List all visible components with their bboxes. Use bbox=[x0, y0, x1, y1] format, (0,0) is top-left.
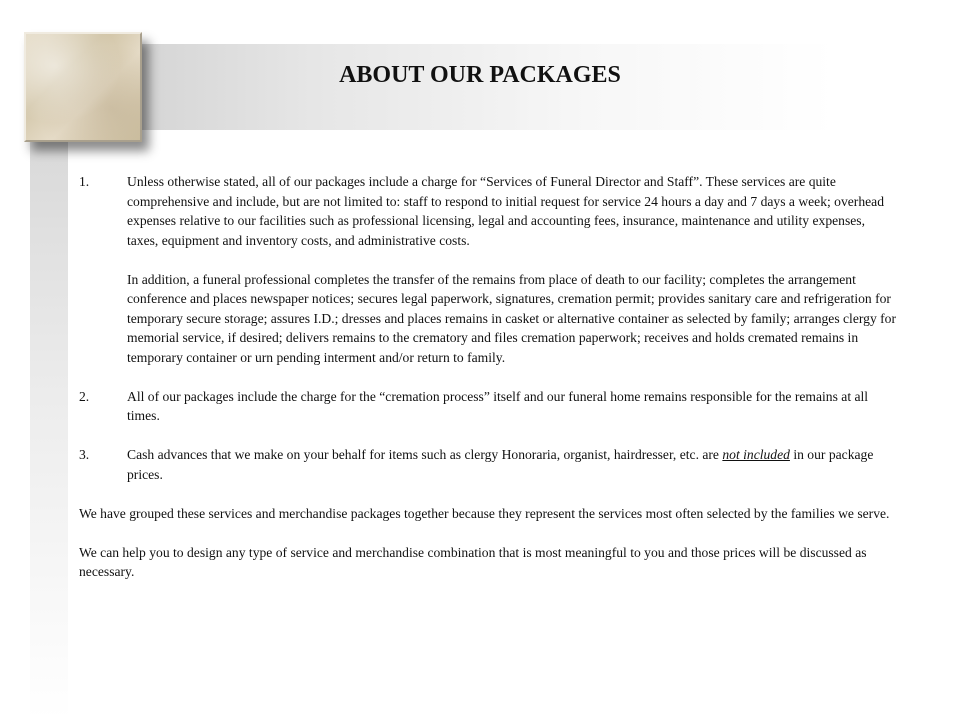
list-item bbox=[79, 445, 899, 484]
emphasis-text: not included bbox=[722, 447, 790, 462]
list-item-text: All of our packages include the charge for the “cremation process” itself and our funeral home remains responsible for the remains at all times. bbox=[127, 388, 869, 423]
list-item bbox=[79, 387, 899, 426]
list-item-body bbox=[127, 445, 899, 484]
page-title: ABOUT OUR PACKAGES bbox=[339, 62, 621, 88]
list-item-number: 2. bbox=[79, 388, 90, 404]
list-item-number: 1. bbox=[79, 174, 90, 189]
list-item-text-before: Cash advances that we make on your behalf for items such as clergy Honoraria, organist, hairdresser, etc. are bbox=[127, 447, 723, 462]
document-body bbox=[79, 172, 899, 582]
list-item-text: Unless otherwise stated, all of our packages include a charge for “Services of Funeral Director and Staff”. These services are quite comprehensive and include, but are not limited to: staff to respond to initial request for service 24 hours a day and 7 days a week; overhead expenses relative to our facilities such as professional licensing, legal and accounting fees, insurance, maintenance and utility expenses, taxes, equipment and inventory costs, and administrative costs. bbox=[127, 174, 884, 248]
body-paragraph: We can help you to design any type of service and merchandise combination that is most meaningful to you and those prices will be discussed as necessary. bbox=[79, 544, 867, 579]
list-item-subparagraph: In addition, a funeral professional completes the transfer of the remains from place of death to our facility; completes the arrangement conference and places newspaper notices; secures legal paperwork, signatures, cremation permit; provides sanitary care and refrigeration for temporary secure storage; assures I.D.; dresses and places remains in casket or alternative container as selected by family; arranges clergy for memorial service, if desired; delivers remains to the crematory and files cremation paperwork; receives and holds cremated remains in temporary container or urn pending interment and/or return to family. bbox=[127, 271, 896, 365]
list-item-body bbox=[127, 172, 899, 367]
list-item-number: 3. bbox=[79, 447, 90, 462]
body-paragraph: We have grouped these services and merchandise packages together because they represent the services most often selected by the families we serve. bbox=[79, 505, 890, 521]
sidebar-gradient-bar bbox=[30, 130, 68, 720]
list-item-text bbox=[127, 445, 899, 484]
list-item-text-after: in our package prices. bbox=[127, 447, 874, 482]
list-item bbox=[79, 172, 899, 367]
list-item-body bbox=[127, 387, 899, 426]
